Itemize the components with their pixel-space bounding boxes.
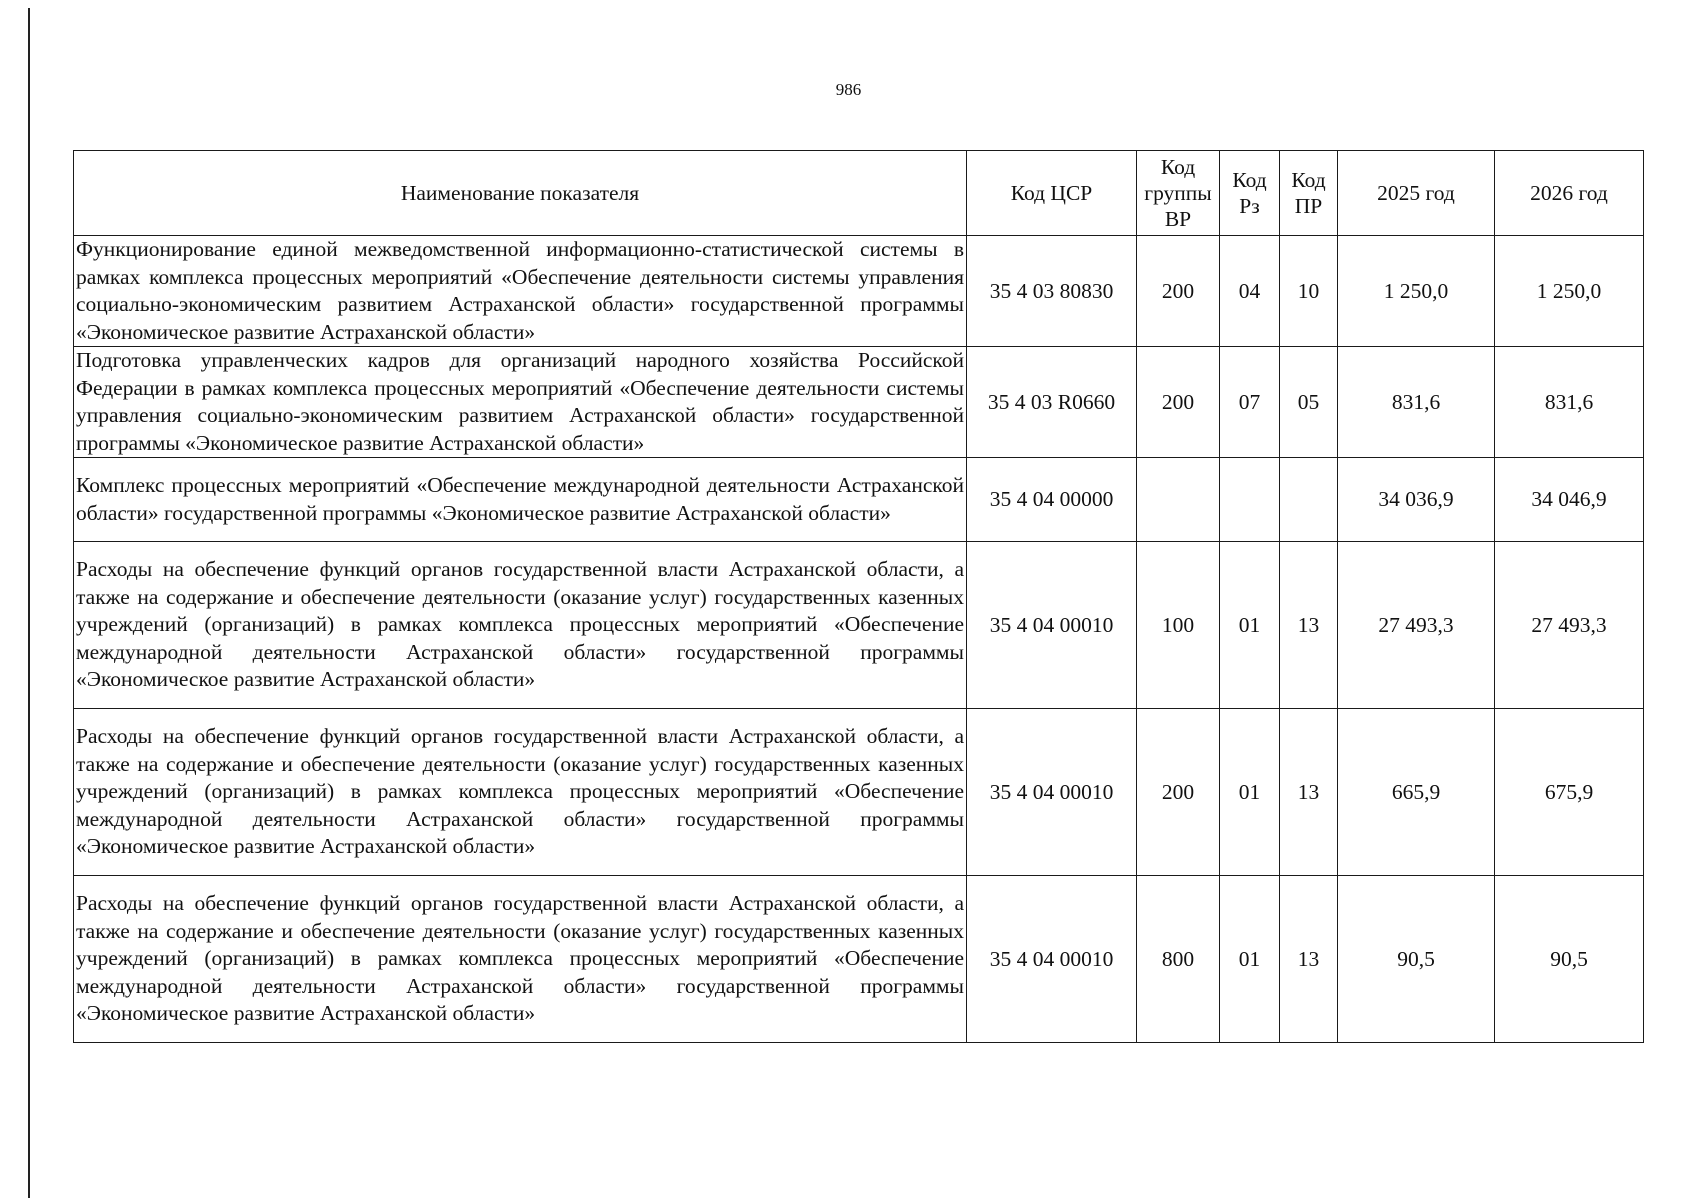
row-rz: 01	[1220, 876, 1280, 1043]
row-2026: 675,9	[1495, 709, 1644, 876]
table-row	[74, 236, 1644, 347]
row-csr: 35 4 04 00010	[967, 709, 1137, 876]
row-pr: 13	[1280, 876, 1338, 1043]
budget-table	[73, 150, 1644, 1043]
table-row	[74, 542, 1644, 709]
row-pr	[1280, 458, 1338, 542]
table-row	[74, 347, 1644, 458]
row-rz: 01	[1220, 709, 1280, 876]
row-2025: 831,6	[1338, 347, 1495, 458]
header-vr: Код группы ВР	[1137, 151, 1220, 236]
row-csr: 35 4 04 00010	[967, 876, 1137, 1043]
row-vr: 200	[1137, 709, 1220, 876]
header-name: Наименование показателя	[74, 151, 967, 236]
row-2026: 34 046,9	[1495, 458, 1644, 542]
row-rz: 04	[1220, 236, 1280, 347]
row-vr: 200	[1137, 347, 1220, 458]
table-row	[74, 709, 1644, 876]
row-name: Комплекс процессных мероприятий «Обеспечение международной деятельности Астраханской области» государственной программы «Экономическое развитие Астраханской области»	[74, 458, 967, 542]
header-csr: Код ЦСР	[967, 151, 1137, 236]
row-2025: 34 036,9	[1338, 458, 1495, 542]
row-vr: 100	[1137, 542, 1220, 709]
row-name: Расходы на обеспечение функций органов государственной власти Астраханской области, а также на содержание и обеспечение деятельности (оказание услуг) государственных казенных учреждений (организаций) в рамках комплекса процессных мероприятий «Обеспечение международной деятельности Астраханской области» государственной программы «Экономическое развитие Астраханской области»	[74, 542, 967, 709]
row-2025: 1 250,0	[1338, 236, 1495, 347]
row-2025: 90,5	[1338, 876, 1495, 1043]
row-csr: 35 4 03 80830	[967, 236, 1137, 347]
row-rz: 01	[1220, 542, 1280, 709]
header-pr: Код ПР	[1280, 151, 1338, 236]
header-rz: Код Рз	[1220, 151, 1280, 236]
row-2026: 1 250,0	[1495, 236, 1644, 347]
row-2025: 27 493,3	[1338, 542, 1495, 709]
row-name: Расходы на обеспечение функций органов государственной власти Астраханской области, а также на содержание и обеспечение деятельности (оказание услуг) государственных казенных учреждений (организаций) в рамках комплекса процессных мероприятий «Обеспечение международной деятельности Астраханской области» государственной программы «Экономическое развитие Астраханской области»	[74, 876, 967, 1043]
row-2026: 90,5	[1495, 876, 1644, 1043]
table-row	[74, 876, 1644, 1043]
header-2025: 2025 год	[1338, 151, 1495, 236]
header-2026: 2026 год	[1495, 151, 1644, 236]
page-number: 986	[835, 80, 862, 99]
row-2026: 27 493,3	[1495, 542, 1644, 709]
row-rz: 07	[1220, 347, 1280, 458]
row-name: Подготовка управленческих кадров для организаций народного хозяйства Российской Федерации в рамках комплекса процессных мероприятий «Обеспечение деятельности системы управления социально-экономическим развитием Астраханской области» государственной программы «Экономическое развитие Астраханской области»	[74, 347, 967, 458]
row-csr: 35 4 04 00010	[967, 542, 1137, 709]
row-vr: 800	[1137, 876, 1220, 1043]
row-csr: 35 4 04 00000	[967, 458, 1137, 542]
row-rz	[1220, 458, 1280, 542]
row-pr: 10	[1280, 236, 1338, 347]
table-header-row	[74, 151, 1644, 236]
table-row	[74, 458, 1644, 542]
binding-line	[28, 8, 30, 1198]
row-2025: 665,9	[1338, 709, 1495, 876]
row-csr: 35 4 03 R0660	[967, 347, 1137, 458]
row-pr: 13	[1280, 709, 1338, 876]
row-pr: 05	[1280, 347, 1338, 458]
row-name: Расходы на обеспечение функций органов государственной власти Астраханской области, а также на содержание и обеспечение деятельности (оказание услуг) государственных казенных учреждений (организаций) в рамках комплекса процессных мероприятий «Обеспечение международной деятельности Астраханской области» государственной программы «Экономическое развитие Астраханской области»	[74, 709, 967, 876]
row-name: Функционирование единой межведомственной информационно-статистической системы в рамках комплекса процессных мероприятий «Обеспечение деятельности системы управления социально-экономическим развитием Астраханской области» государственной программы «Экономическое развитие Астраханской области»	[74, 236, 967, 347]
row-pr: 13	[1280, 542, 1338, 709]
row-vr	[1137, 458, 1220, 542]
row-2026: 831,6	[1495, 347, 1644, 458]
row-vr: 200	[1137, 236, 1220, 347]
